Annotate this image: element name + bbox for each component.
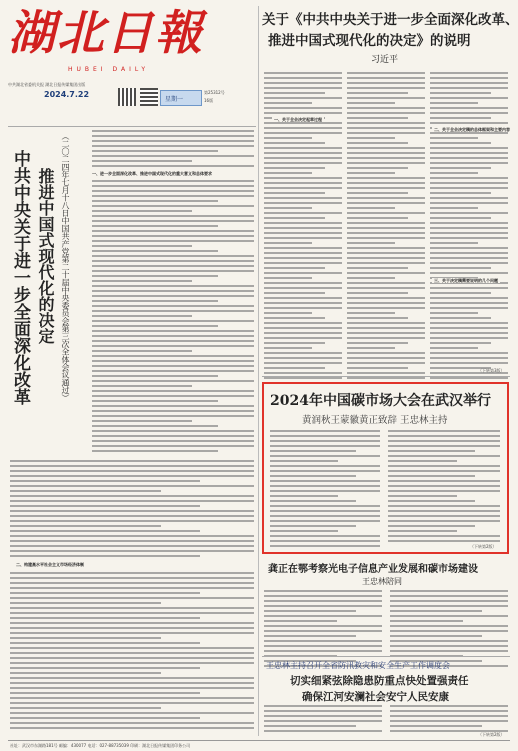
masthead	[8, 6, 246, 124]
carbon-story-body-col-2	[388, 430, 500, 545]
safety-story-body-col-2	[390, 705, 508, 735]
issue-date: 2024.7.22	[44, 90, 90, 99]
decision-body-upper	[92, 130, 254, 170]
sub-story-body-col-2	[390, 590, 508, 670]
safety-story-kicker: 王忠林主持召开全省防汛救灾和安全生产工作调度会	[266, 661, 450, 670]
decision-section-1: 一、进一步全面深化改革、推进中国式现代化的重大意义和总体要求	[92, 171, 212, 176]
carbon-story-box	[262, 382, 509, 554]
top-story-title-2: 推进中国式现代化的决定》的说明	[268, 33, 471, 49]
decision-body-lower	[10, 572, 254, 732]
carbon-story-subtitle: 黄润秋王蒙徽黄正致辞 王忠林主持	[302, 415, 448, 426]
sub-story-body-col-1	[264, 590, 382, 670]
divider-sub-story	[262, 656, 510, 657]
decision-section-2: 二、构建高水平社会主义市场经济体制	[16, 562, 84, 567]
carbon-story-title: 2024年中国碳市场大会在武汉举行	[270, 393, 491, 409]
top-story-subhead-1: 一、关于全会决定起草过程	[274, 117, 322, 122]
top-story-jump: （下转第3版）	[478, 368, 505, 373]
top-story-body-col-3	[430, 72, 508, 382]
safety-story-jump: （下转第2版）	[478, 732, 505, 737]
divider-masthead	[8, 126, 256, 127]
newspaper-logo: 湖北日報	[8, 6, 204, 61]
top-story-subhead-2: 二、关于全会决定稿的总体框架和主要内容	[434, 127, 510, 132]
top-story-subhead-3: 三、关于决定稿需要说明的几个问题	[434, 278, 498, 283]
divider-top-story	[262, 376, 510, 377]
safety-story-body-col-1	[264, 705, 382, 735]
weekday-label: 星期一	[165, 96, 184, 103]
top-story-body-col-2	[347, 72, 425, 382]
sub-story-subtitle: 王忠林陪同	[362, 577, 402, 586]
top-story-title-1: 关于《中共中央关于进一步全面深化改革、	[262, 12, 518, 28]
center-column-rule	[258, 6, 259, 736]
decision-body-wide	[10, 460, 254, 560]
safety-story-title-1: 切实细紧弦除隐患防重点快处置强责任	[290, 675, 469, 687]
decision-vertical-title-1: 中共中央关于进一步全面深化改革	[10, 150, 30, 405]
decision-vertical-title-2: 推进中国式现代化的决定	[36, 168, 55, 344]
footer-text: 社址：武汉市东湖路181号 邮编：430077 电话：027-88735039 印刷：湖北日报传媒集团印务公司	[10, 743, 191, 748]
sub-story-title: 龚正在鄂考察光电子信息产业发展和碳市场建设	[268, 564, 478, 575]
carbon-story-body-col-1	[270, 430, 380, 550]
issue-number: 第25312号	[204, 90, 225, 95]
newspaper-logo-latin: HUBEI DAILY	[68, 66, 150, 73]
publisher-line: 中共湖北省委机关报 湖北日报传媒集团出版	[8, 82, 86, 87]
edition-count: 16版	[204, 98, 214, 103]
qr-code-1	[118, 88, 136, 106]
carbon-story-jump: （下转第2版）	[470, 544, 497, 549]
footer-rule	[8, 740, 510, 741]
qr-code-2	[140, 88, 158, 106]
safety-story-title-2: 确保江河安澜社会安宁人民安康	[302, 691, 449, 703]
decision-body-mid	[92, 180, 254, 455]
top-story-author: 习近平	[371, 55, 399, 65]
decision-vertical-sub: （二〇二四年七月十八日中国共产党第二十届中央委员会第三次全体会议通过）	[61, 132, 70, 402]
weekday-badge	[160, 90, 202, 106]
